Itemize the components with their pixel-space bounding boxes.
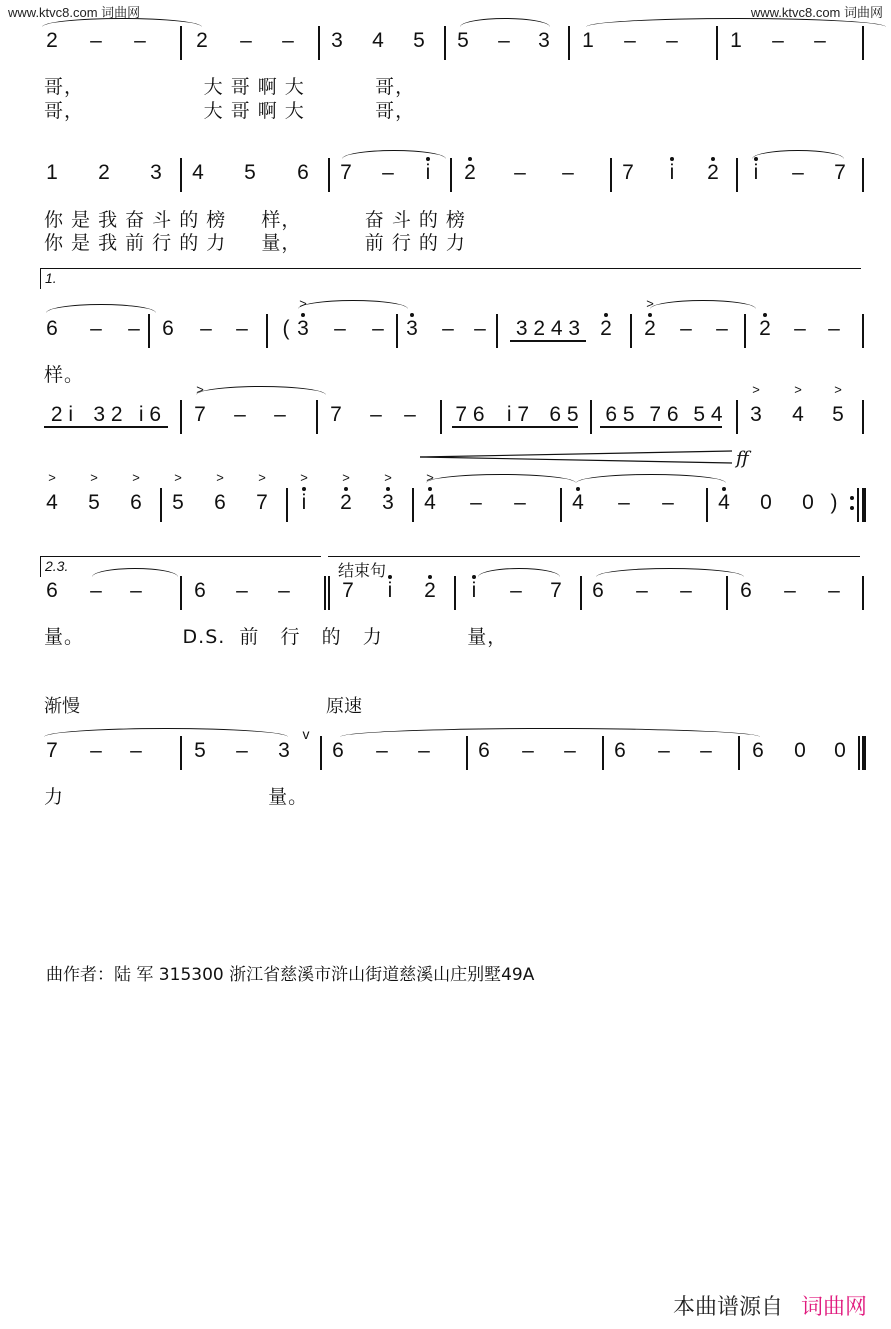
note-group: 3 2 [93,403,123,426]
barline [858,736,860,770]
barline [328,158,330,192]
note: 6 [130,491,142,514]
accent-mark: > [174,470,182,485]
note: i [301,491,307,514]
barline [744,314,746,348]
lyric-line: 哥， 大 哥 啊 大 哥， [44,76,416,98]
octave-dot [388,575,392,579]
repeat-dot [850,506,854,510]
note: 6 [297,161,309,184]
note: – [278,579,290,602]
note: i [425,161,431,184]
note: – [498,29,510,52]
note: – [562,161,574,184]
score-row-6 [30,580,870,620]
note: – [236,739,248,762]
octave-dot [576,487,580,491]
note: – [236,579,248,602]
barline [736,158,738,192]
barline [440,400,442,434]
accent-mark: > [342,470,350,485]
note: – [814,29,826,52]
volta-bracket-1 [40,268,861,289]
note: 2 [707,161,719,184]
score-row-5 [30,470,870,532]
note: i [753,161,759,184]
note: 5 [172,491,184,514]
watermark-left: www.ktvc8.com 词曲网 [8,5,141,20]
accent-mark: > [132,470,140,485]
note: 7 [330,403,342,426]
lyric-line: 哥， 大 哥 啊 大 哥， [44,100,416,122]
note: 0 [794,739,806,762]
crescendo-hairpin [420,450,740,464]
barline [706,488,708,522]
barline [180,576,182,610]
tie [298,300,408,309]
repeat-barline [862,488,866,522]
note: – [624,29,636,52]
barline [396,314,398,348]
note: – [370,403,382,426]
note: – [514,491,526,514]
accent-mark: > [646,296,654,311]
note: 3 [331,29,343,52]
barline [496,314,498,348]
note: 6 [332,739,344,762]
note: – [236,317,248,340]
note: 2 [464,161,476,184]
tie [752,150,844,159]
note: 1 [46,161,58,184]
barline [148,314,150,348]
note: – [522,739,534,762]
underline-eighth [44,426,168,428]
brand-text: 本曲谱源自 [672,1295,783,1320]
barline [580,576,582,610]
note: 7 [622,161,634,184]
octave-dot [428,487,432,491]
note: – [514,161,526,184]
tie [340,728,760,737]
note: 2 [46,29,58,52]
tempo-a-tempo: 原速 [326,696,362,717]
tie [44,728,288,737]
volta-label: 1. [45,270,57,286]
final-barline [862,736,866,770]
barline [736,400,738,434]
barline [862,158,864,192]
barline [560,488,562,522]
note: – [510,579,522,602]
note: – [274,403,286,426]
octave-dot [711,157,715,161]
lyric-line: 量。 D.S. 前 行 的 力 量， [44,626,508,648]
note: – [470,491,482,514]
note: 6 [752,739,764,762]
octave-dot [670,157,674,161]
accent-mark: > [752,382,760,397]
repeat-dot [850,496,854,500]
barline [862,400,864,434]
lyric-line: 你 是 我 奋 斗 的 榜 样， 奋 斗 的 榜 [44,209,466,231]
barline [716,26,718,60]
barline [180,158,182,192]
note: 3 [150,161,162,184]
barline [568,26,570,60]
note: – [474,317,486,340]
accent-mark: > [794,382,802,397]
tie [342,150,446,159]
note: – [376,739,388,762]
barline [180,400,182,434]
note: 4 [792,403,804,426]
accent-mark: > [48,470,56,485]
score-row-3 [30,296,870,358]
barline [726,576,728,610]
note: 4 [718,491,730,514]
note: 2 [759,317,771,340]
brand-logo-text[interactable]: 词曲网 [800,1295,867,1320]
accent-mark: > [196,382,204,397]
note: – [130,579,142,602]
barline [454,576,456,610]
note: 0 [760,491,772,514]
barline [444,26,446,60]
note: i [387,579,393,602]
octave-dot [302,487,306,491]
note: 4 [192,161,204,184]
note: – [666,29,678,52]
note: – [794,317,806,340]
lyric-line: 你 是 我 前 行 的 力 量， 前 行 的 力 [44,232,466,254]
accent-mark: > [258,470,266,485]
tie [196,386,326,395]
underline-eighth [600,426,722,428]
note: 5 [194,739,206,762]
paren-close: ) [830,491,838,514]
coda-bracket [328,556,860,557]
note: 6 [46,317,58,340]
note: 5 [832,403,844,426]
note: 3 [750,403,762,426]
barline [590,400,592,434]
barline [857,488,859,522]
note-group: 2 i [50,403,74,426]
note: – [716,317,728,340]
accent-mark: > [90,470,98,485]
barline [738,736,740,770]
barline [862,314,864,348]
note-group: 6 5 [605,403,635,426]
tie [478,568,560,577]
note: 2 [340,491,352,514]
note: 6 [478,739,490,762]
composer-info: 曲作者：陆 军 315300 浙江省慈溪市浒山街道慈溪山庄别墅49A [46,965,535,985]
note: – [382,161,394,184]
note: 6 [592,579,604,602]
note: – [90,29,102,52]
note: 5 [413,29,425,52]
note: 1 [582,29,594,52]
tie [650,300,756,309]
note: 4 [424,491,436,514]
underline-eighth [510,340,586,342]
note: – [792,161,804,184]
note: 3 [382,491,394,514]
barline [180,736,182,770]
accent-mark: > [299,296,307,311]
volta-bracket-23 [40,556,321,577]
note-group: i 7 [506,403,530,426]
note: – [442,317,454,340]
tie [576,474,726,483]
note: – [564,739,576,762]
note-group: 7 6 [455,403,485,426]
breath-mark: v [302,726,310,742]
note: 3 [538,29,550,52]
barline [602,736,604,770]
note: 7 [834,161,846,184]
barline [862,26,864,60]
note: 6 [194,579,206,602]
note: – [200,317,212,340]
note: – [828,317,840,340]
barline [286,488,288,522]
tie [46,304,156,313]
note: 3 [297,317,309,340]
octave-dot [722,487,726,491]
barline [630,314,632,348]
note: 6 [162,317,174,340]
note: – [784,579,796,602]
note: 6 [46,579,58,602]
octave-dot [426,157,430,161]
note-group: 6 5 [549,403,579,426]
note: – [128,317,140,340]
note: 2 [98,161,110,184]
note: – [90,317,102,340]
watermark-right: www.ktvc8.com 词曲网 [750,5,883,20]
tie [460,18,550,27]
tie [426,474,576,483]
note: 2 [600,317,612,340]
note: – [636,579,648,602]
paren-open: ( [282,317,290,340]
note: 3 [406,317,418,340]
tempo-ritardando: 渐慢 [44,696,80,717]
barline [320,736,322,770]
coda-label: 结束句 [338,561,387,580]
note: 6 [614,739,626,762]
note: 6 [740,579,752,602]
note: – [240,29,252,52]
barline [450,158,452,192]
note: 3 [278,739,290,762]
note: – [334,317,346,340]
note: – [130,739,142,762]
barline [180,26,182,60]
score-row-4 [30,382,870,444]
note: i [471,579,477,602]
note: 4 [46,491,58,514]
octave-dot [410,313,414,317]
octave-dot [604,313,608,317]
barline [466,736,468,770]
barline [318,26,320,60]
note: 6 [214,491,226,514]
barline [862,576,864,610]
lyric-line: 力 量。 [44,786,309,808]
accent-mark: > [384,470,392,485]
note-group: 7 6 [649,403,679,426]
barline [160,488,162,522]
octave-dot [763,313,767,317]
note: – [372,317,384,340]
octave-dot [754,157,758,161]
dynamic-ff: ff [736,448,749,469]
note: – [618,491,630,514]
note: 0 [802,491,814,514]
note: – [90,739,102,762]
note: 7 [340,161,352,184]
barline [610,158,612,192]
note-group: 5 4 [693,403,723,426]
source-brand [673,1290,867,1321]
note: 4 [372,29,384,52]
note: 7 [256,491,268,514]
note-group: 3 2 4 3 [515,317,581,340]
accent-mark: > [834,382,842,397]
barline [266,314,268,348]
barline [324,576,326,610]
volta-label: 2.3. [45,558,69,574]
note: – [700,739,712,762]
score-row-1 [30,30,870,70]
octave-dot [344,487,348,491]
octave-dot [301,313,305,317]
note-group: i 6 [138,403,162,426]
accent-mark: > [216,470,224,485]
lyric-line: 样。 [44,364,85,386]
note: 5 [457,29,469,52]
note: 2 [424,579,436,602]
octave-dot [468,157,472,161]
barline [328,576,330,610]
note: 2 [644,317,656,340]
note: – [772,29,784,52]
note: – [418,739,430,762]
octave-dot [386,487,390,491]
tie [596,568,744,577]
barline [412,488,414,522]
note: – [662,491,674,514]
octave-dot [472,575,476,579]
barline [316,400,318,434]
note: – [828,579,840,602]
note: – [680,579,692,602]
note: 7 [342,579,354,602]
note: 0 [834,739,846,762]
note: – [234,403,246,426]
note: – [90,579,102,602]
note: – [134,29,146,52]
underline-eighth [452,426,578,428]
note: – [282,29,294,52]
accent-mark: > [300,470,308,485]
note: 7 [46,739,58,762]
note: 5 [244,161,256,184]
note: 7 [194,403,206,426]
note: 1 [730,29,742,52]
octave-dot [648,313,652,317]
note: 4 [572,491,584,514]
octave-dot [428,575,432,579]
accent-mark: > [426,470,434,485]
note: 5 [88,491,100,514]
score-row-2 [30,162,870,202]
note: i [669,161,675,184]
note: 2 [196,29,208,52]
note: – [658,739,670,762]
note: 7 [550,579,562,602]
score-row-7 [30,726,870,780]
note: – [680,317,692,340]
note: – [404,403,416,426]
